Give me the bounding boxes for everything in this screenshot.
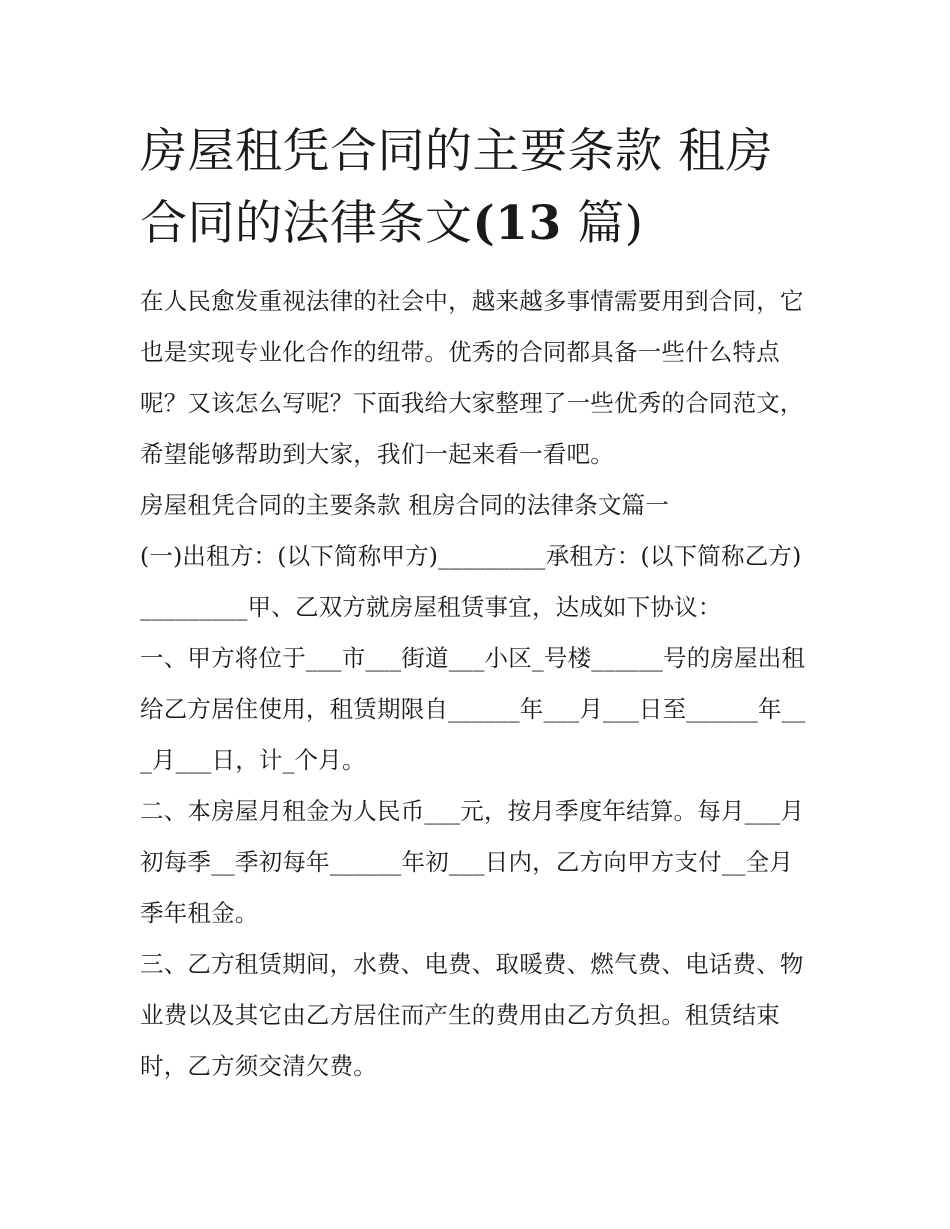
title-count: (13 — [472, 196, 562, 251]
document-body — [140, 276, 812, 1092]
clause-two: 二、本房屋月租金为人民币___元，按月季度年结算。每月___月初每季__季初每年______年初___日内，乙方向甲方支付__全月季年租金。 — [140, 797, 805, 927]
parties-paragraph: (一)出租方：(以下简称甲方)_________承租方：(以下简称乙方)_________甲、乙双方就房屋租赁事宜，达成如下协议： — [140, 542, 802, 621]
title-text: 房屋租凭合同的主要条款 租房合同的法律条文 — [140, 124, 773, 251]
clause-three: 三、乙方租赁期间，水费、电费、取暖费、燃气费、电话费、物业费以及其它由乙方居住而产生的费用由乙方负担。租赁结束时，乙方须交清欠费。 — [140, 950, 804, 1080]
title-suffix: 篇) — [561, 196, 644, 251]
intro-paragraph: 在人民愈发重视法律的社会中，越来越多事情需要用到合同，它也是实现专业化合作的纽带。优秀的合同都具备一些什么特点呢？又该怎么写呢？下面我给大家整理了一些优秀的合同范文，希望能够帮助到大家，我们一起来看一看吧。 — [140, 287, 804, 468]
section-heading: 房屋租凭合同的主要条款 租房合同的法律条文篇一 — [140, 491, 670, 519]
document-title — [140, 116, 812, 260]
clause-one: 一、甲方将位于___市___街道___小区_号楼______号的房屋出租给乙方居住使用，租赁期限自______年___月___日至______年___月___日，计_个月。 — [140, 644, 806, 774]
